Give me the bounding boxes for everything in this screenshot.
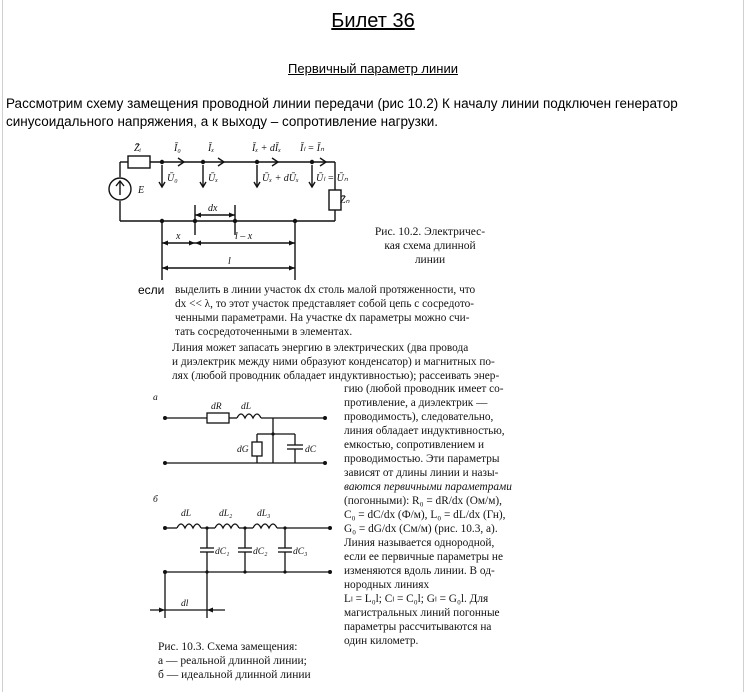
fig103-label-dL2: dL₂: [219, 509, 233, 519]
label-ixdx: Īₓ + dĪₓ: [252, 143, 282, 154]
fig103-label-dL: dL: [241, 402, 252, 412]
intro-paragraph: Рассмотрим схему замещения проводной линии передачи (рис 10.2) К началу линии подключен генератор синусоидального напряжения, а к выходу – сопротивление нагрузки.: [6, 96, 678, 129]
figure-10-2-circuit: [100, 135, 360, 280]
label-u0: Ū₀: [167, 173, 178, 184]
esli-word: если: [138, 283, 165, 297]
label-e: E: [138, 185, 145, 196]
label-l: l: [228, 256, 231, 267]
figure-10-3b-circuit: [145, 490, 345, 625]
label-ix: Īₓ: [208, 143, 215, 154]
fig103-label-a: а: [153, 393, 158, 403]
label-zn: Z̄ₙ: [340, 195, 350, 206]
label-ul: Ūₗ = Ūₙ: [316, 173, 348, 184]
slide-title: Билет 36: [331, 10, 415, 32]
fig103-label-b: б: [153, 495, 158, 505]
fig103-label-dC2: dC₂: [253, 547, 268, 557]
label-zi: Z̄ᵢ: [134, 143, 142, 154]
label-il: Īₗ = Īₙ: [300, 143, 325, 154]
slide-frame-left: [2, 0, 3, 692]
label-dx: dx: [208, 203, 218, 214]
label-ux: Ūₓ: [208, 173, 219, 184]
label-uxdx: Ūₓ + dŪₓ: [262, 173, 299, 184]
figure-10-2-caption: Рис. 10.2. Электричес- кая схема длинной линии: [374, 226, 486, 266]
fig103-label-dL1: dL: [181, 509, 192, 519]
scan-paragraph-2: Линия может запасать энергию в электрических (два провода и диэлектрик между ними образуют конденсатор) и магнитных по- лях (любой проводник обладает индуктивностью); рассеивать энер-: [172, 342, 500, 382]
label-i0: Ī₀: [174, 143, 181, 154]
fig103-label-dR: dR: [211, 402, 222, 412]
fig103-label-dl: dl: [181, 599, 189, 609]
slide-subtitle: Первичный параметр линии: [288, 61, 458, 76]
scan-paragraph-1: выделить в линии участок dx столь малой протяженности, что dx << λ, то этот участок представляет собой цепь с сосредото- ченными параметрами. На участке dx параметры можно счи- тать сосредоточенными в элементах.: [175, 284, 476, 338]
scan-paragraph-3: гию (любой проводник имеет со- противление, а диэлектрик — проводимость), следовательно, линия обладает индуктивностью, емкостью, сопротивлением и проводимостью. Эти параметры зависят от длины линии и назы- ваются первичными параметрами (погонными): R₀ = dR/dx (Ом/м), C₀ = dC/dx (Ф/м), L₀ = dL/dx (Гн), G₀ = dG/dx (См/м) (рис. 10.3, а). Линия называется однородной, если ее первичные параметры не изменяются вдоль линии. В од- нородных линиях Lₗ = L₀l; Cₗ = C₀l; Gₗ = G₀l. Для магистральных линий погонные параметры рассчитываются на один километр.: [344, 383, 512, 647]
label-x: x: [176, 231, 181, 242]
figure-10-3-caption: Рис. 10.3. Схема замещения: а — реальной длинной линии; б — идеальной длинной линии: [158, 641, 311, 681]
fig103-label-dC: dC: [305, 445, 317, 455]
fig103-label-dG: dG: [237, 445, 249, 455]
figure-10-3a-circuit: [145, 388, 340, 473]
fig103-label-dC3: dC₃: [293, 547, 308, 557]
fig103-label-dL3: dL₃: [257, 509, 271, 519]
fig103-label-dC1: dC₁: [215, 547, 230, 557]
label-lx: l – x: [235, 231, 253, 242]
